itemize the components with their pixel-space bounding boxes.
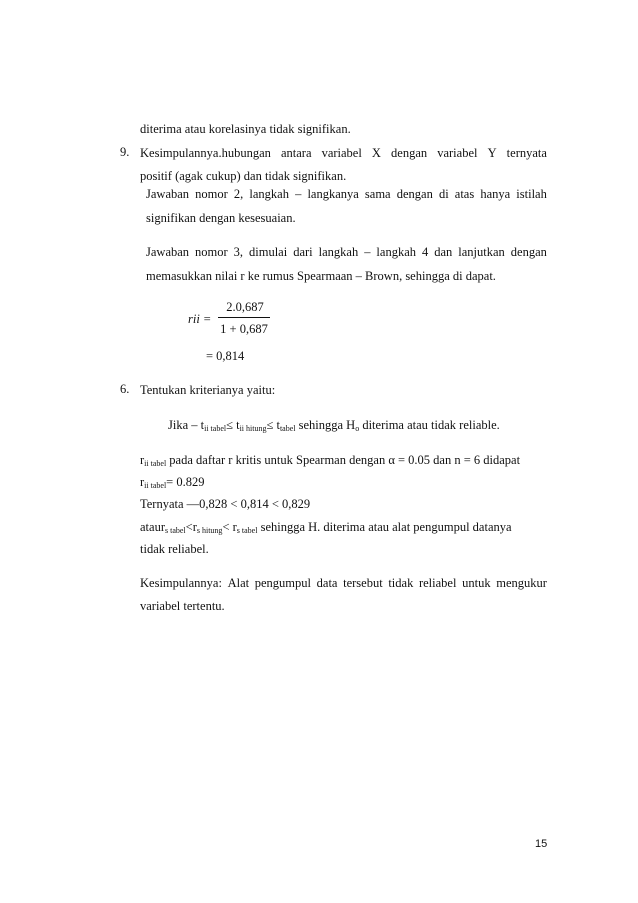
- word: nomor: [195, 187, 228, 201]
- word: Alat: [227, 576, 250, 590]
- text: sehingga H: [295, 418, 356, 432]
- formula-result: = 0,814: [206, 349, 245, 363]
- subscript: s tabel: [236, 526, 258, 535]
- word: dengan: [391, 146, 428, 160]
- text-line: [140, 145, 547, 161]
- word: lanjutkan: [458, 245, 505, 259]
- subscript: ii hitung: [239, 424, 267, 433]
- word: pengumpul: [254, 576, 311, 590]
- list-number: 9.: [120, 145, 130, 159]
- word: variabel: [321, 146, 362, 160]
- word: langkanya: [307, 187, 359, 201]
- word: reliabel: [418, 576, 457, 590]
- subscript: o: [355, 424, 360, 433]
- subscript: s hitung: [196, 526, 223, 535]
- word: di: [438, 187, 449, 201]
- text: Jika – t: [168, 418, 205, 432]
- text-line: memasukkan nilai r ke rumus Spearmaan – Brown, sehingga di dapat.: [146, 269, 496, 283]
- text-line: Tentukan kriterianya yaitu:: [140, 383, 276, 397]
- word: 2,: [233, 187, 244, 201]
- text: < r: [222, 520, 237, 534]
- text: ≤ t: [226, 418, 240, 432]
- word: Kesimpulannya:: [140, 576, 222, 590]
- word: dimulai: [249, 245, 288, 259]
- text: ≤ t: [266, 418, 280, 432]
- word: langkah: [318, 245, 359, 259]
- word: dari: [293, 245, 313, 259]
- word: 4: [421, 245, 429, 259]
- subscript: ii tabel: [144, 459, 167, 468]
- text: = 0.829: [166, 475, 205, 489]
- word: dengan: [510, 245, 547, 259]
- text-line: positif (agak cukup) dan tidak signifikan.: [140, 169, 347, 183]
- page-number: 15: [535, 838, 548, 850]
- word: X: [371, 146, 381, 160]
- fraction-bar: [218, 317, 270, 318]
- text: pada daftar r kritis untuk Spearman dengan α = 0.05 dan n = 6 didapat: [166, 453, 521, 467]
- word: dan: [434, 245, 453, 259]
- word: –: [364, 245, 371, 259]
- word: dengan: [396, 187, 433, 201]
- text-line: [168, 417, 500, 437]
- word: ternyata: [506, 146, 547, 160]
- word: hanya: [480, 187, 511, 201]
- text-line: variabel tertentu.: [140, 599, 225, 613]
- formula-numerator: 2.0,687: [226, 300, 264, 314]
- text-line: [140, 575, 547, 591]
- word: tersebut: [343, 576, 383, 590]
- word: nomor: [195, 245, 228, 259]
- text: r: [140, 453, 145, 467]
- word: Jawaban: [146, 187, 190, 201]
- word: langkah: [376, 245, 416, 259]
- word: antara: [280, 146, 312, 160]
- text-line: Ternyata —0,828 < 0,814 < 0,829: [140, 497, 311, 511]
- text: diterima atau tidak reliable.: [359, 418, 500, 432]
- subscript: s tabel: [164, 526, 186, 535]
- text-line: tidak reliabel.: [140, 542, 209, 556]
- word: tidak: [388, 576, 414, 590]
- subscript: ii tabel: [204, 424, 227, 433]
- word: variabel: [437, 146, 478, 160]
- word: Y: [487, 146, 497, 160]
- word: –: [295, 187, 302, 201]
- formula-denominator: 1 + 0,687: [220, 322, 268, 336]
- word: data: [316, 576, 338, 590]
- text-line: [146, 244, 547, 260]
- text-line: diterima atau korelasinya tidak signifikan.: [140, 122, 351, 136]
- text: ataur: [140, 520, 165, 534]
- word: istilah: [516, 187, 547, 201]
- word: mengukur: [496, 576, 547, 590]
- word: Jawaban: [146, 245, 190, 259]
- text-line: [146, 186, 547, 202]
- list-number: 6.: [120, 382, 130, 396]
- text: sehingga H. diterima atau alat pengumpul datanya: [257, 520, 512, 534]
- text: <r: [185, 520, 197, 534]
- word: langkah: [249, 187, 289, 201]
- formula-lhs: rii =: [188, 312, 212, 326]
- word: 3,: [233, 245, 244, 259]
- word: atas: [454, 187, 475, 201]
- subscript: ii tabel: [144, 481, 167, 490]
- word: untuk: [462, 576, 491, 590]
- word: sama: [364, 187, 391, 201]
- text-line: [140, 474, 204, 494]
- text-line: [140, 452, 520, 472]
- subscript: tabel: [279, 424, 296, 433]
- word: Kesimpulannya.hubungan: [140, 146, 271, 160]
- text: r: [140, 475, 145, 489]
- text-line: [140, 519, 512, 539]
- text-line: signifikan dengan kesesuaian.: [146, 211, 296, 225]
